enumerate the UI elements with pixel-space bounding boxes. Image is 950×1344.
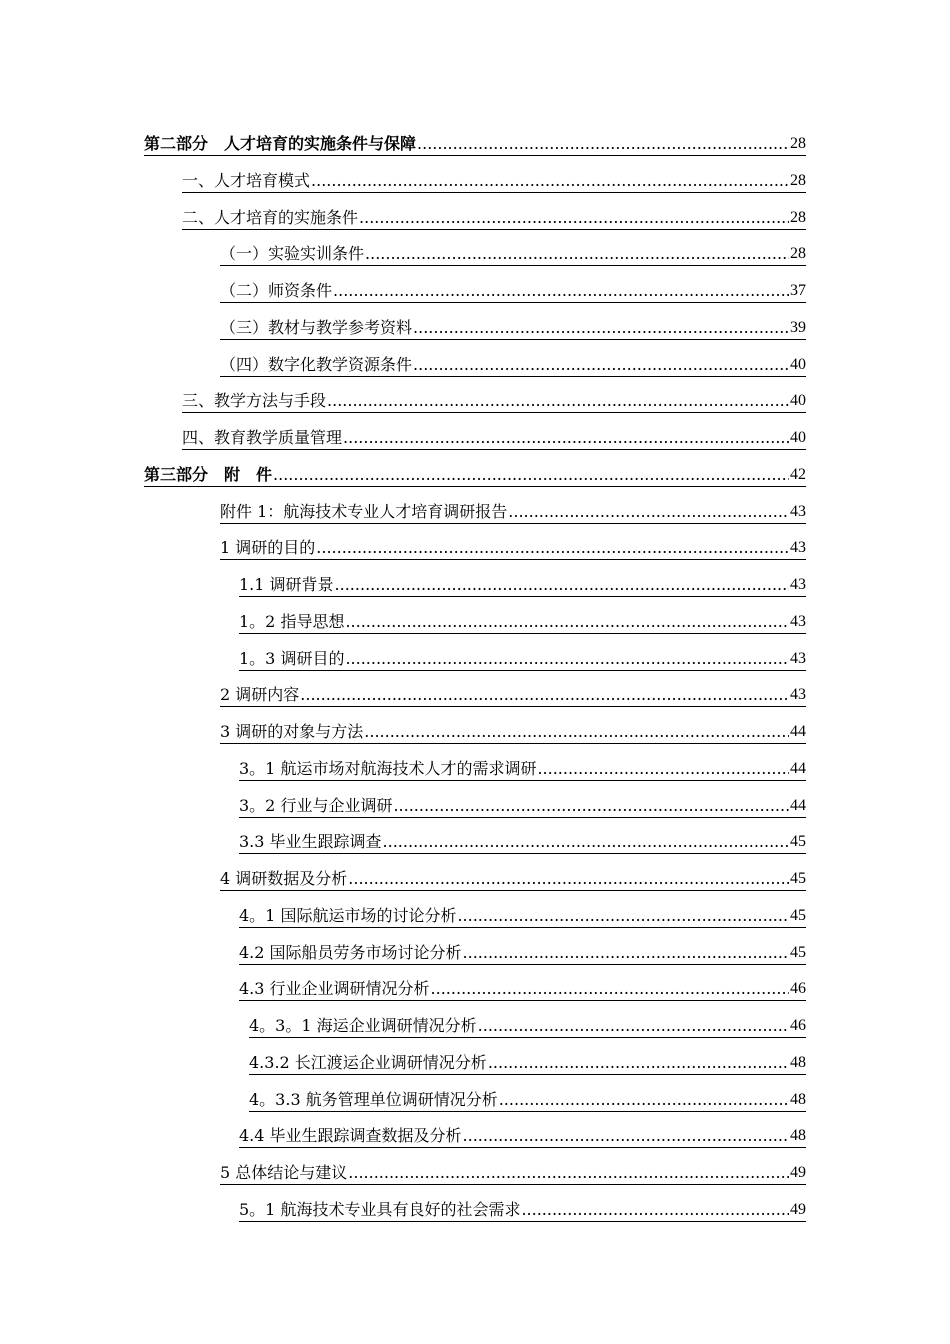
toc-dot-leader bbox=[431, 978, 789, 1000]
toc-dot-leader bbox=[413, 317, 789, 339]
toc-entry-page-number: 43 bbox=[790, 650, 806, 667]
toc-dot-leader bbox=[365, 243, 789, 265]
toc-entry[interactable] bbox=[182, 376, 806, 413]
toc-entry[interactable] bbox=[182, 156, 806, 193]
toc-entry-page-number: 40 bbox=[790, 429, 806, 446]
toc-dot-leader bbox=[335, 574, 789, 596]
toc-entry-page-number: 44 bbox=[790, 723, 806, 740]
toc-entry-page-number: 43 bbox=[790, 613, 806, 630]
toc-entry[interactable] bbox=[239, 964, 806, 1001]
toc-entry[interactable] bbox=[239, 891, 806, 928]
toc-entry-page-number: 28 bbox=[790, 245, 806, 262]
toc-entry-title: 5。1 航海技术专业具有良好的社会需求 bbox=[239, 1200, 521, 1219]
toc-entry-page-number: 40 bbox=[790, 356, 806, 373]
toc-dot-leader bbox=[413, 354, 789, 376]
toc-dot-leader bbox=[457, 905, 789, 927]
toc-entry-title: 3。2 行业与企业调研 bbox=[239, 796, 393, 815]
toc-dot-leader bbox=[311, 170, 789, 192]
toc-entry[interactable] bbox=[239, 560, 806, 597]
toc-dot-leader bbox=[327, 390, 789, 412]
toc-entry-page-number: 44 bbox=[790, 760, 806, 777]
toc-dot-leader bbox=[345, 611, 789, 633]
toc-entry[interactable] bbox=[182, 413, 806, 450]
toc-entry-page-number: 45 bbox=[790, 870, 806, 887]
toc-dot-leader bbox=[521, 1199, 789, 1221]
toc-entry-title: 4。3。1 海运企业调研情况分析 bbox=[249, 1016, 477, 1035]
toc-entry-title: 2 调研内容 bbox=[220, 685, 300, 704]
toc-entry-title: 3.3 毕业生跟踪调查 bbox=[239, 832, 382, 851]
toc-entry[interactable] bbox=[220, 854, 806, 891]
toc-entry-page-number: 43 bbox=[790, 503, 806, 520]
toc-entry-title: 4.3 行业企业调研情况分析 bbox=[239, 979, 430, 998]
toc-entry-page-number: 44 bbox=[790, 797, 806, 814]
toc-dot-leader bbox=[537, 758, 789, 780]
toc-entry[interactable] bbox=[220, 487, 806, 524]
toc-dot-leader bbox=[508, 501, 789, 523]
toc-dot-leader bbox=[499, 1089, 789, 1111]
toc-entry-page-number: 43 bbox=[790, 539, 806, 556]
toc-entry-page-number: 49 bbox=[790, 1201, 806, 1218]
toc-entry-title: 第三部分 附 件 bbox=[144, 465, 273, 484]
toc-dot-leader bbox=[463, 942, 789, 964]
toc-entry[interactable] bbox=[239, 597, 806, 634]
toc-entry-title: 附件 1：航海技术专业人才培育调研报告 bbox=[220, 502, 508, 521]
toc-entry-page-number: 48 bbox=[790, 1091, 806, 1108]
toc-entry-title: 1.1 调研背景 bbox=[239, 575, 334, 594]
toc-dot-leader bbox=[333, 280, 789, 302]
toc-entry-title: 3。1 航运市场对航海技术人才的需求调研 bbox=[239, 759, 537, 778]
toc-entry-title: 二、人才培育的实施条件 bbox=[182, 208, 359, 227]
toc-entry-title: 1。3 调研目的 bbox=[239, 649, 345, 668]
toc-entry-page-number: 43 bbox=[790, 686, 806, 703]
toc-entry-title: 4。3.3 航务管理单位调研情况分析 bbox=[249, 1090, 498, 1109]
toc-entry[interactable] bbox=[239, 634, 806, 671]
toc-entry[interactable] bbox=[239, 744, 806, 781]
toc-entry-title: （四）数字化教学资源条件 bbox=[220, 355, 413, 374]
toc-entry-page-number: 45 bbox=[790, 944, 806, 961]
toc-dot-leader bbox=[345, 648, 789, 670]
toc-entry-title: 4.3.2 长江渡运企业调研情况分析 bbox=[249, 1053, 487, 1072]
toc-entry-title: 四、教育教学质量管理 bbox=[182, 428, 343, 447]
toc-dot-leader bbox=[348, 868, 789, 890]
toc-entry-page-number: 28 bbox=[790, 209, 806, 226]
toc-entry-title: （二）师资条件 bbox=[220, 281, 333, 300]
toc-entry-title: 4 调研数据及分析 bbox=[220, 869, 348, 888]
toc-entry-page-number: 28 bbox=[790, 135, 806, 152]
toc-entry-page-number: 37 bbox=[790, 282, 806, 299]
toc-entry[interactable] bbox=[220, 1148, 806, 1185]
toc-entry[interactable] bbox=[239, 781, 806, 818]
toc-entry-page-number: 45 bbox=[790, 907, 806, 924]
toc-entry[interactable] bbox=[144, 450, 806, 487]
toc-entry-title: 5 总体结论与建议 bbox=[220, 1163, 348, 1182]
toc-entry-title: 一、人才培育模式 bbox=[182, 171, 311, 190]
toc-dot-leader bbox=[273, 464, 789, 486]
toc-entry-title: 第二部分 人才培育的实施条件与保障 bbox=[144, 134, 417, 153]
toc-dot-leader bbox=[463, 1125, 789, 1147]
toc-entry[interactable] bbox=[239, 1185, 806, 1222]
toc-entry-page-number: 46 bbox=[790, 980, 806, 997]
toc-entry[interactable] bbox=[220, 229, 806, 266]
toc-dot-leader bbox=[316, 537, 789, 559]
toc-entry-page-number: 28 bbox=[790, 172, 806, 189]
toc-entry-title: （三）教材与教学参考资料 bbox=[220, 318, 413, 337]
toc-entry[interactable] bbox=[220, 707, 806, 744]
toc-entry[interactable] bbox=[144, 119, 806, 156]
toc-entry-title: 4.4 毕业生跟踪调查数据及分析 bbox=[239, 1126, 462, 1145]
toc-entry[interactable] bbox=[239, 817, 806, 854]
toc-entry-title: 1 调研的目的 bbox=[220, 538, 316, 557]
toc-entry[interactable] bbox=[249, 1001, 806, 1038]
toc-dot-leader bbox=[478, 1015, 789, 1037]
toc-dot-leader bbox=[417, 133, 789, 155]
toc-entry-title: 3 调研的对象与方法 bbox=[220, 722, 364, 741]
toc-dot-leader bbox=[393, 795, 789, 817]
toc-entry[interactable] bbox=[220, 340, 806, 377]
toc-dot-leader bbox=[343, 427, 789, 449]
toc-entry-page-number: 48 bbox=[790, 1054, 806, 1071]
toc-entry[interactable] bbox=[249, 1075, 806, 1112]
toc-entry-title: 三、教学方法与手段 bbox=[182, 391, 327, 410]
toc-entry-page-number: 39 bbox=[790, 319, 806, 336]
toc-entry-title: 4.2 国际船员劳务市场讨论分析 bbox=[239, 943, 462, 962]
toc-entry-page-number: 49 bbox=[790, 1164, 806, 1181]
toc-entry[interactable] bbox=[239, 928, 806, 965]
toc-entry[interactable] bbox=[220, 266, 806, 303]
toc-entry[interactable] bbox=[220, 523, 806, 560]
toc-entry-page-number: 42 bbox=[790, 466, 806, 483]
toc-entry-page-number: 48 bbox=[790, 1127, 806, 1144]
toc-entry-title: （一）实验实训条件 bbox=[220, 244, 365, 263]
toc-entry-title: 1。2 指导思想 bbox=[239, 612, 345, 631]
toc-entry[interactable] bbox=[239, 1111, 806, 1148]
toc-entry-page-number: 46 bbox=[790, 1017, 806, 1034]
toc-dot-leader bbox=[359, 207, 789, 229]
toc-entry-page-number: 45 bbox=[790, 833, 806, 850]
toc-dot-leader bbox=[383, 831, 789, 853]
toc-entry-page-number: 40 bbox=[790, 392, 806, 409]
toc-entry-page-number: 43 bbox=[790, 576, 806, 593]
toc-entry[interactable] bbox=[249, 1038, 806, 1075]
toc-entry[interactable] bbox=[182, 193, 806, 230]
toc-entry[interactable] bbox=[220, 670, 806, 707]
toc-entry-title: 4。1 国际航运市场的讨论分析 bbox=[239, 906, 457, 925]
toc-dot-leader bbox=[488, 1052, 789, 1074]
toc-entry[interactable] bbox=[220, 303, 806, 340]
toc-dot-leader bbox=[364, 721, 789, 743]
toc-dot-leader bbox=[348, 1162, 789, 1184]
toc-dot-leader bbox=[300, 684, 789, 706]
